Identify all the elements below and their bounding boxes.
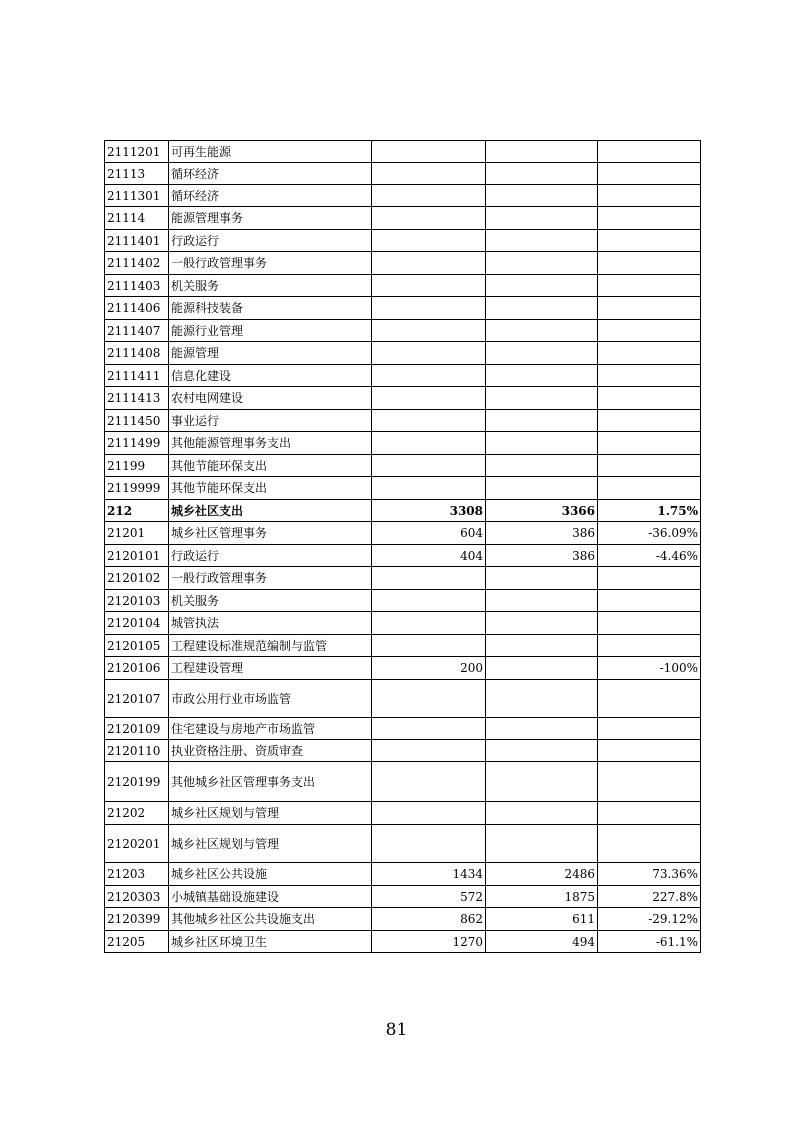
change-rate-cell: [598, 365, 701, 387]
change-rate-cell: 227.8%: [598, 886, 701, 908]
change-rate-cell: [598, 185, 701, 207]
item-name-cell: 能源科技装备: [169, 297, 372, 320]
change-rate-cell: [598, 477, 701, 500]
current-year-value-cell: [486, 185, 598, 207]
current-year-value-cell: [486, 387, 598, 410]
item-code-cell: 21114: [105, 207, 169, 230]
item-code-cell: 2120109: [105, 718, 169, 740]
prior-year-value-cell: [372, 740, 486, 762]
item-code-cell: 2120103: [105, 590, 169, 612]
item-code-cell: 2120101: [105, 545, 169, 567]
current-year-value-cell: [486, 657, 598, 680]
table-row: [105, 410, 701, 432]
table-row: [105, 141, 701, 163]
prior-year-value-cell: 572: [372, 886, 486, 908]
item-name-cell: 其他城乡社区管理事务支出: [169, 762, 372, 802]
item-code-cell: 2120105: [105, 635, 169, 657]
change-rate-cell: [598, 207, 701, 230]
change-rate-cell: [598, 230, 701, 252]
table-row: [105, 163, 701, 185]
table-row: [105, 455, 701, 477]
change-rate-cell: -29.12%: [598, 908, 701, 931]
current-year-value-cell: [486, 275, 598, 297]
current-year-value-cell: [486, 163, 598, 185]
current-year-value-cell: [486, 635, 598, 657]
change-rate-cell: -4.46%: [598, 545, 701, 567]
item-code-cell: 21202: [105, 802, 169, 825]
item-code-cell: 2120106: [105, 657, 169, 680]
item-name-cell: 其他能源管理事务支出: [169, 432, 372, 455]
table-row: [105, 635, 701, 657]
table-row: [105, 740, 701, 762]
prior-year-value-cell: 3308: [372, 500, 486, 522]
table-row: [105, 612, 701, 635]
change-rate-cell: [598, 320, 701, 342]
prior-year-value-cell: [372, 680, 486, 718]
item-name-cell: 行政运行: [169, 545, 372, 567]
current-year-value-cell: 611: [486, 908, 598, 931]
current-year-value-cell: [486, 455, 598, 477]
current-year-value-cell: [486, 320, 598, 342]
change-rate-cell: [598, 455, 701, 477]
prior-year-value-cell: [372, 387, 486, 410]
prior-year-value-cell: 862: [372, 908, 486, 931]
current-year-value-cell: [486, 825, 598, 863]
item-name-cell: 能源管理事务: [169, 207, 372, 230]
table-row: [105, 477, 701, 500]
current-year-value-cell: [486, 680, 598, 718]
prior-year-value-cell: 200: [372, 657, 486, 680]
change-rate-cell: [598, 635, 701, 657]
prior-year-value-cell: [372, 432, 486, 455]
current-year-value-cell: [486, 802, 598, 825]
table-row: [105, 886, 701, 908]
item-code-cell: 2120399: [105, 908, 169, 931]
prior-year-value-cell: [372, 275, 486, 297]
prior-year-value-cell: [372, 163, 486, 185]
prior-year-value-cell: [372, 718, 486, 740]
change-rate-cell: [598, 590, 701, 612]
item-code-cell: 21205: [105, 931, 169, 953]
item-code-cell: 21203: [105, 863, 169, 886]
item-name-cell: 城管执法: [169, 612, 372, 635]
item-name-cell: 循环经济: [169, 163, 372, 185]
change-rate-cell: [598, 342, 701, 365]
item-code-cell: 21113: [105, 163, 169, 185]
item-name-cell: 城乡社区规划与管理: [169, 802, 372, 825]
budget-table-body: [105, 141, 701, 953]
prior-year-value-cell: [372, 567, 486, 590]
table-row: [105, 657, 701, 680]
current-year-value-cell: [486, 230, 598, 252]
item-code-cell: 2120104: [105, 612, 169, 635]
page-number: 81: [385, 1020, 408, 1040]
current-year-value-cell: [486, 567, 598, 590]
prior-year-value-cell: [372, 825, 486, 863]
item-name-cell: 事业运行: [169, 410, 372, 432]
current-year-value-cell: 386: [486, 522, 598, 545]
change-rate-cell: [598, 740, 701, 762]
item-name-cell: 可再生能源: [169, 141, 372, 163]
item-code-cell: 2111403: [105, 275, 169, 297]
table-row: [105, 931, 701, 953]
table-row: [105, 432, 701, 455]
prior-year-value-cell: [372, 320, 486, 342]
item-name-cell: 循环经济: [169, 185, 372, 207]
item-name-cell: 城乡社区管理事务: [169, 522, 372, 545]
prior-year-value-cell: [372, 612, 486, 635]
change-rate-cell: [598, 275, 701, 297]
table-row: [105, 908, 701, 931]
item-code-cell: 2111401: [105, 230, 169, 252]
current-year-value-cell: [486, 432, 598, 455]
table-row: [105, 365, 701, 387]
prior-year-value-cell: [372, 762, 486, 802]
item-code-cell: 2120110: [105, 740, 169, 762]
table-row: [105, 545, 701, 567]
item-code-cell: 2111406: [105, 297, 169, 320]
current-year-value-cell: 494: [486, 931, 598, 953]
item-code-cell: 2111402: [105, 252, 169, 275]
item-name-cell: 行政运行: [169, 230, 372, 252]
table-row: [105, 342, 701, 365]
prior-year-value-cell: 404: [372, 545, 486, 567]
change-rate-cell: [598, 825, 701, 863]
prior-year-value-cell: [372, 342, 486, 365]
change-rate-cell: -61.1%: [598, 931, 701, 953]
item-code-cell: 2119999: [105, 477, 169, 500]
change-rate-cell: -36.09%: [598, 522, 701, 545]
item-name-cell: 住宅建设与房地产市场监管: [169, 718, 372, 740]
change-rate-cell: [598, 762, 701, 802]
current-year-value-cell: [486, 718, 598, 740]
change-rate-cell: [598, 718, 701, 740]
item-name-cell: 能源管理: [169, 342, 372, 365]
change-rate-cell: [598, 387, 701, 410]
item-name-cell: 机关服务: [169, 590, 372, 612]
item-name-cell: 执业资格注册、资质审查: [169, 740, 372, 762]
prior-year-value-cell: [372, 230, 486, 252]
item-code-cell: 2111411: [105, 365, 169, 387]
current-year-value-cell: [486, 612, 598, 635]
item-name-cell: 其他节能环保支出: [169, 455, 372, 477]
table-row: [105, 500, 701, 522]
current-year-value-cell: 386: [486, 545, 598, 567]
prior-year-value-cell: [372, 635, 486, 657]
item-code-cell: 2111301: [105, 185, 169, 207]
item-code-cell: 2111408: [105, 342, 169, 365]
current-year-value-cell: 2486: [486, 863, 598, 886]
current-year-value-cell: [486, 762, 598, 802]
item-code-cell: 2111201: [105, 141, 169, 163]
table-row: [105, 252, 701, 275]
current-year-value-cell: [486, 141, 598, 163]
table-row: [105, 567, 701, 590]
item-name-cell: 城乡社区支出: [169, 500, 372, 522]
current-year-value-cell: [486, 365, 598, 387]
table-row: [105, 185, 701, 207]
table-row: [105, 680, 701, 718]
item-code-cell: 2111413: [105, 387, 169, 410]
change-rate-cell: [598, 141, 701, 163]
prior-year-value-cell: [372, 141, 486, 163]
change-rate-cell: -100%: [598, 657, 701, 680]
prior-year-value-cell: [372, 185, 486, 207]
prior-year-value-cell: 1434: [372, 863, 486, 886]
item-name-cell: 小城镇基础设施建设: [169, 886, 372, 908]
prior-year-value-cell: [372, 252, 486, 275]
item-code-cell: 2120201: [105, 825, 169, 863]
prior-year-value-cell: [372, 802, 486, 825]
item-code-cell: 2120199: [105, 762, 169, 802]
current-year-value-cell: 1875: [486, 886, 598, 908]
item-code-cell: 2120107: [105, 680, 169, 718]
item-name-cell: 工程建设管理: [169, 657, 372, 680]
table-row: [105, 387, 701, 410]
change-rate-cell: 1.75%: [598, 500, 701, 522]
prior-year-value-cell: [372, 477, 486, 500]
table-row: [105, 230, 701, 252]
current-year-value-cell: 3366: [486, 500, 598, 522]
table-row: [105, 320, 701, 342]
change-rate-cell: [598, 410, 701, 432]
table-row: [105, 802, 701, 825]
item-name-cell: 信息化建设: [169, 365, 372, 387]
table-row: [105, 762, 701, 802]
prior-year-value-cell: 604: [372, 522, 486, 545]
item-code-cell: 21201: [105, 522, 169, 545]
change-rate-cell: [598, 297, 701, 320]
table-row: [105, 590, 701, 612]
current-year-value-cell: [486, 410, 598, 432]
change-rate-cell: [598, 680, 701, 718]
item-name-cell: 其他城乡社区公共设施支出: [169, 908, 372, 931]
item-name-cell: 能源行业管理: [169, 320, 372, 342]
current-year-value-cell: [486, 297, 598, 320]
change-rate-cell: [598, 802, 701, 825]
prior-year-value-cell: [372, 365, 486, 387]
change-rate-cell: 73.36%: [598, 863, 701, 886]
budget-table: [104, 140, 701, 953]
table-row: [105, 297, 701, 320]
item-name-cell: 其他节能环保支出: [169, 477, 372, 500]
table-row: [105, 275, 701, 297]
item-name-cell: 城乡社区环境卫生: [169, 931, 372, 953]
change-rate-cell: [598, 612, 701, 635]
table-row: [105, 522, 701, 545]
item-name-cell: 机关服务: [169, 275, 372, 297]
change-rate-cell: [598, 252, 701, 275]
prior-year-value-cell: [372, 297, 486, 320]
table-row: [105, 863, 701, 886]
prior-year-value-cell: 1270: [372, 931, 486, 953]
item-code-cell: 2111450: [105, 410, 169, 432]
item-code-cell: 21199: [105, 455, 169, 477]
item-code-cell: 2120303: [105, 886, 169, 908]
item-name-cell: 市政公用行业市场监管: [169, 680, 372, 718]
change-rate-cell: [598, 432, 701, 455]
current-year-value-cell: [486, 207, 598, 230]
prior-year-value-cell: [372, 410, 486, 432]
change-rate-cell: [598, 163, 701, 185]
prior-year-value-cell: [372, 590, 486, 612]
current-year-value-cell: [486, 740, 598, 762]
item-name-cell: 一般行政管理事务: [169, 252, 372, 275]
item-code-cell: 2120102: [105, 567, 169, 590]
item-name-cell: 工程建设标准规范编制与监管: [169, 635, 372, 657]
item-code-cell: 212: [105, 500, 169, 522]
table-row: [105, 825, 701, 863]
current-year-value-cell: [486, 342, 598, 365]
prior-year-value-cell: [372, 207, 486, 230]
item-code-cell: 2111407: [105, 320, 169, 342]
item-name-cell: 一般行政管理事务: [169, 567, 372, 590]
current-year-value-cell: [486, 477, 598, 500]
current-year-value-cell: [486, 590, 598, 612]
current-year-value-cell: [486, 252, 598, 275]
item-name-cell: 城乡社区规划与管理: [169, 825, 372, 863]
item-name-cell: 城乡社区公共设施: [169, 863, 372, 886]
item-code-cell: 2111499: [105, 432, 169, 455]
table-row: [105, 718, 701, 740]
prior-year-value-cell: [372, 455, 486, 477]
item-name-cell: 农村电网建设: [169, 387, 372, 410]
change-rate-cell: [598, 567, 701, 590]
table-row: [105, 207, 701, 230]
